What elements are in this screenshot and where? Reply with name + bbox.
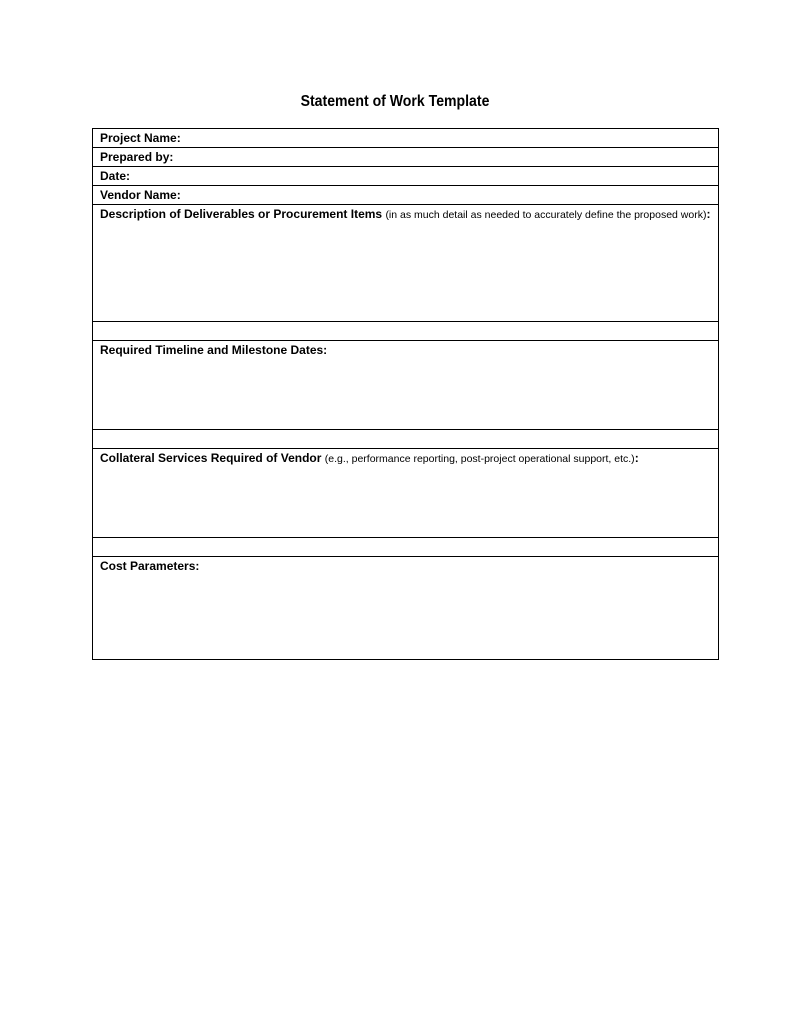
deliverables-colon: :: [706, 207, 711, 221]
cost-section[interactable]: [93, 557, 718, 658]
spacer-row-1: [93, 322, 718, 341]
document-title: Statement of Work Template: [300, 93, 490, 110]
deliverables-hint: (in as much detail as needed to accurately define the proposed work): [385, 209, 707, 221]
spacer-row-2: [93, 430, 718, 449]
collateral-colon: :: [634, 451, 639, 465]
project-name-label: Project Name:: [100, 131, 181, 145]
collateral-label: Collateral Services Required of Vendor: [100, 451, 322, 465]
cost-label: Cost Parameters:: [100, 559, 200, 573]
timeline-section[interactable]: [93, 341, 718, 430]
collateral-hint: (e.g., performance reporting, post-project operational support, etc.): [324, 453, 635, 465]
collateral-section[interactable]: [93, 449, 718, 538]
vendor-name-label: Vendor Name:: [100, 188, 181, 202]
vendor-name-row[interactable]: [93, 186, 718, 205]
prepared-by-row[interactable]: [93, 148, 718, 167]
prepared-by-label: Prepared by:: [100, 150, 174, 164]
deliverables-label: Description of Deliverables or Procurement Items: [100, 207, 383, 221]
timeline-label: Required Timeline and Milestone Dates:: [100, 343, 328, 357]
date-label: Date:: [100, 169, 131, 183]
deliverables-section[interactable]: [93, 205, 718, 322]
project-name-row[interactable]: [93, 129, 718, 148]
sow-form: [92, 128, 719, 660]
date-row[interactable]: [93, 167, 718, 186]
spacer-row-3: [93, 538, 718, 557]
